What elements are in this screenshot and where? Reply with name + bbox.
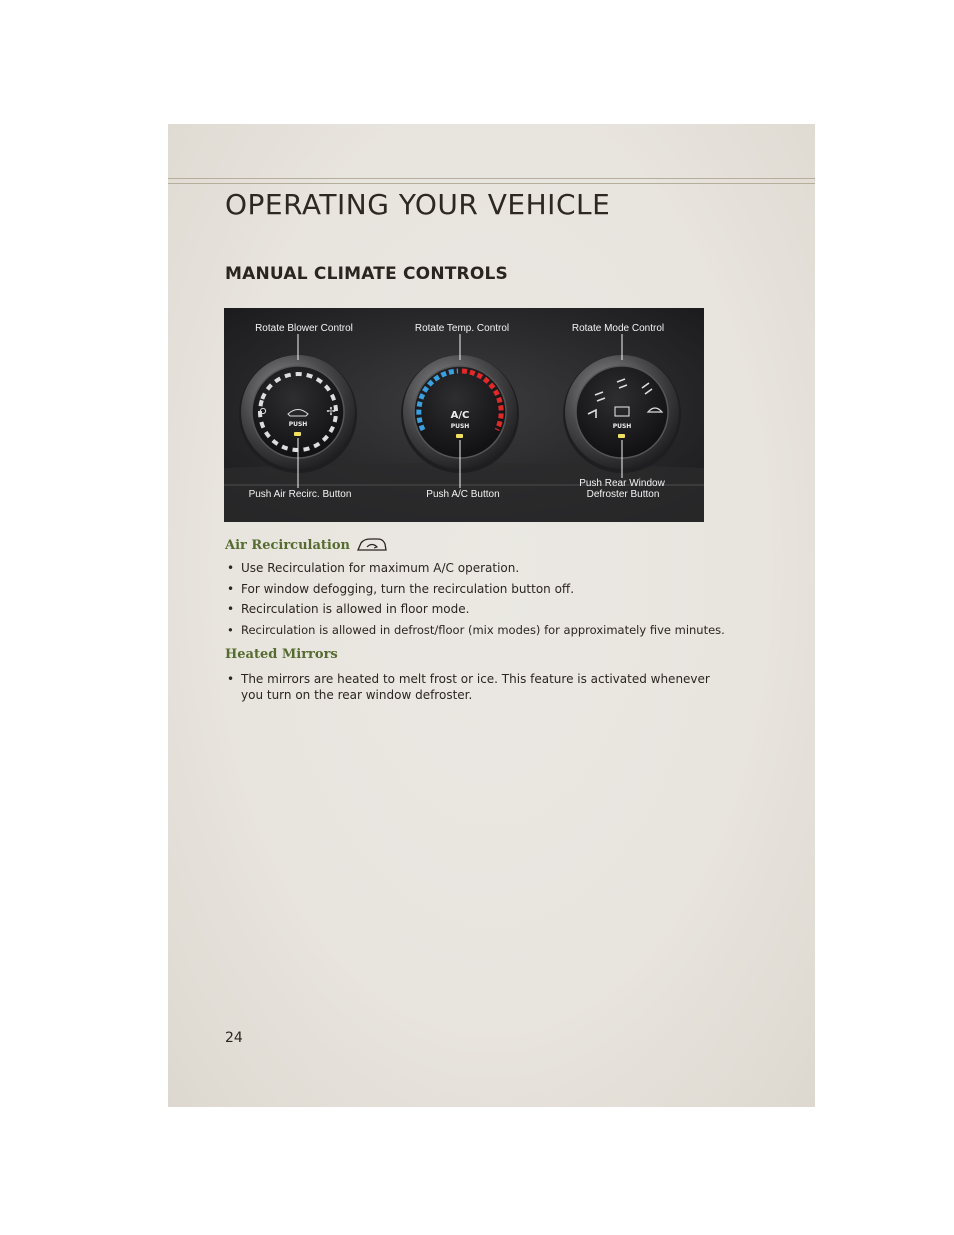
push-label: PUSH xyxy=(612,423,632,430)
air-recirculation-heading xyxy=(225,536,388,554)
push-label: PUSH xyxy=(450,423,470,430)
list-item: • Recirculation is allowed in defrost/floor (mix modes) for approximately five minutes. xyxy=(225,622,715,638)
label-push-recirc: Push Air Recirc. Button xyxy=(248,489,352,500)
label-push-ac: Push A/C Button xyxy=(426,489,500,500)
label-push-rear-defrost: Defroster Button xyxy=(586,489,660,500)
air-recirculation-title: Air Recirculation xyxy=(225,537,350,553)
list-item: • The mirrors are heated to melt frost or ice. This feature is activated whenever you turn on the rear window defroster. xyxy=(225,671,715,703)
fan-icon: ✢ xyxy=(326,405,336,418)
page-number: 24 xyxy=(225,1030,243,1046)
list-item: • Use Recirculation for maximum A/C operation. xyxy=(225,560,715,576)
label-rotate-temp: Rotate Temp. Control xyxy=(414,323,510,334)
label-rotate-blower: Rotate Blower Control xyxy=(255,323,353,334)
heated-mirrors-heading xyxy=(225,647,338,662)
heated-mirrors-list xyxy=(225,671,715,708)
header-rule xyxy=(168,178,815,179)
heated-mirrors-title: Heated Mirrors xyxy=(225,647,338,662)
recirculation-icon xyxy=(356,536,388,554)
label-push-rear-defrost: Push Rear Window xyxy=(579,478,665,489)
list-item: • For window defogging, turn the recirculation button off. xyxy=(225,581,715,597)
push-label: PUSH xyxy=(288,421,308,428)
section-title: OPERATING YOUR VEHICLE xyxy=(225,188,611,221)
page xyxy=(168,124,815,1107)
ac-label: A/C xyxy=(450,410,470,421)
page-heading: MANUAL CLIMATE CONTROLS xyxy=(225,264,508,284)
air-recirculation-list xyxy=(225,560,725,642)
header-rule xyxy=(168,183,815,184)
climate-controls-photo xyxy=(224,308,704,522)
list-item: • Recirculation is allowed in floor mode. xyxy=(225,601,715,617)
label-rotate-mode: Rotate Mode Control xyxy=(571,323,665,334)
